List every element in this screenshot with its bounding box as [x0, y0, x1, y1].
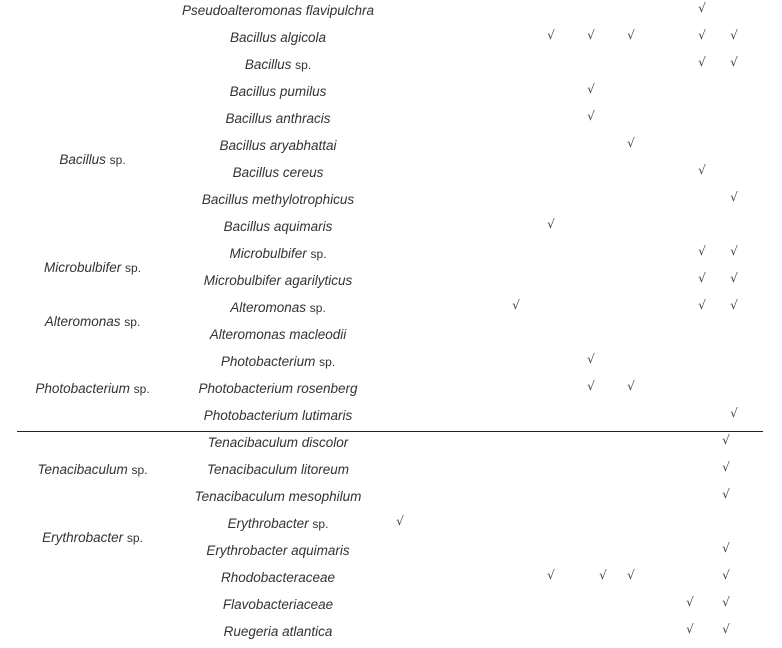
species-name-text: Bacillus pumilus — [229, 84, 327, 99]
species-name — [113, 435, 443, 450]
species-name — [113, 84, 443, 99]
species-name-text: Erythrobacter aquimaris — [206, 543, 350, 558]
check-mark: √ — [547, 217, 555, 231]
check-mark: √ — [698, 163, 706, 177]
species-name — [113, 192, 443, 207]
species-name-text: Tenacibaculum litoreum — [206, 462, 350, 477]
check-mark: √ — [730, 271, 738, 285]
genus-label — [0, 152, 185, 167]
species-name-text: Tenacibaculum discolor — [207, 435, 349, 450]
check-mark: √ — [587, 352, 595, 366]
check-mark: √ — [627, 568, 635, 582]
check-mark: √ — [587, 82, 595, 96]
species-name-text: Alteromonas macleodii — [209, 327, 347, 342]
genus-label-suffix: sp. — [125, 260, 142, 275]
check-mark: √ — [698, 28, 706, 42]
species-name-suffix: sp. — [310, 247, 327, 261]
species-name-text: Bacillus methylotrophicus — [201, 192, 355, 207]
species-name-text: Bacillus — [244, 57, 292, 72]
check-mark: √ — [698, 244, 706, 258]
check-mark: √ — [599, 568, 607, 582]
check-mark: √ — [547, 28, 555, 42]
species-name-text: Rhodobacteraceae — [220, 570, 336, 585]
check-mark: √ — [698, 55, 706, 69]
species-name-text: Tenacibaculum mesophilum — [194, 489, 362, 504]
check-mark: √ — [698, 1, 706, 15]
species-name — [113, 489, 443, 504]
check-mark: √ — [587, 379, 595, 393]
species-name-text: Bacillus anthracis — [225, 111, 331, 126]
check-mark: √ — [547, 568, 555, 582]
species-name-text: Flavobacteriaceae — [222, 597, 334, 612]
check-mark: √ — [730, 28, 738, 42]
species-name — [113, 273, 443, 288]
section-divider — [17, 431, 763, 432]
genus-label — [0, 530, 185, 545]
species-name-text: Alteromonas — [230, 300, 306, 315]
check-mark: √ — [627, 136, 635, 150]
genus-label-suffix: sp. — [109, 152, 126, 167]
species-name-text: Microbulbifer agarilyticus — [203, 273, 353, 288]
check-mark: √ — [722, 622, 730, 636]
species-name — [113, 597, 443, 612]
species-name — [113, 570, 443, 585]
check-mark: √ — [686, 622, 694, 636]
check-mark: √ — [730, 244, 738, 258]
species-name-text: Bacillus aryabhattai — [219, 138, 337, 153]
species-name-text: Bacillus cereus — [232, 165, 324, 180]
check-mark: √ — [722, 568, 730, 582]
genus-label-text: Photobacterium — [35, 381, 130, 396]
check-mark: √ — [698, 298, 706, 312]
check-mark: √ — [722, 541, 730, 555]
genus-label-suffix: sp. — [133, 382, 150, 396]
check-mark: √ — [627, 379, 635, 393]
genus-label — [0, 314, 185, 329]
check-mark: √ — [587, 109, 595, 123]
check-mark: √ — [722, 433, 730, 447]
genus-label-text: Tenacibaculum — [37, 462, 128, 477]
check-mark: √ — [730, 190, 738, 204]
genus-label-text: Microbulbifer — [43, 259, 122, 275]
species-name — [113, 543, 443, 558]
species-name-suffix: sp. — [295, 58, 312, 72]
species-name-suffix: sp. — [319, 355, 336, 369]
species-name-text: Photobacterium lutimaris — [203, 408, 353, 423]
species-name-text: Pseudoalteromonas flavipulchra — [181, 3, 375, 18]
species-name — [113, 327, 443, 342]
check-mark: √ — [722, 595, 730, 609]
check-mark: √ — [627, 28, 635, 42]
genus-label-text: Erythrobacter — [42, 529, 124, 545]
check-mark: √ — [730, 406, 738, 420]
genus-label-suffix: sp. — [124, 314, 141, 329]
check-mark: √ — [698, 271, 706, 285]
species-name-text: Erythrobacter — [227, 516, 309, 531]
genus-label-suffix: sp. — [126, 530, 143, 545]
genus-label — [0, 381, 185, 396]
check-mark: √ — [730, 55, 738, 69]
check-mark: √ — [730, 298, 738, 312]
genus-label-text: Bacillus — [59, 151, 106, 167]
species-name-suffix: sp. — [312, 517, 329, 531]
genus-label — [0, 462, 185, 477]
species-name-text: Photobacterium rosenberg — [198, 381, 358, 396]
species-name-text: Microbulbifer — [229, 246, 307, 261]
species-name — [113, 57, 443, 72]
species-name — [113, 111, 443, 126]
species-name — [113, 354, 443, 369]
species-name — [113, 408, 443, 423]
species-name — [113, 219, 443, 234]
check-mark: √ — [722, 487, 730, 501]
genus-label-suffix: sp. — [131, 463, 148, 477]
species-name — [113, 165, 443, 180]
species-name-text: Bacillus algicola — [229, 30, 327, 45]
species-name-text: Bacillus aquimaris — [223, 219, 333, 234]
check-mark: √ — [512, 298, 520, 312]
species-name-text: Ruegeria atlantica — [223, 624, 333, 639]
check-mark: √ — [587, 28, 595, 42]
species-name — [113, 30, 443, 45]
check-mark: √ — [396, 514, 404, 528]
species-name-suffix: sp. — [309, 301, 326, 315]
genus-label-text: Alteromonas — [44, 313, 121, 329]
check-mark: √ — [686, 595, 694, 609]
species-name — [113, 3, 443, 18]
species-name — [113, 624, 443, 639]
species-name-text: Photobacterium — [220, 354, 316, 369]
genus-label — [0, 260, 185, 275]
check-mark: √ — [722, 460, 730, 474]
